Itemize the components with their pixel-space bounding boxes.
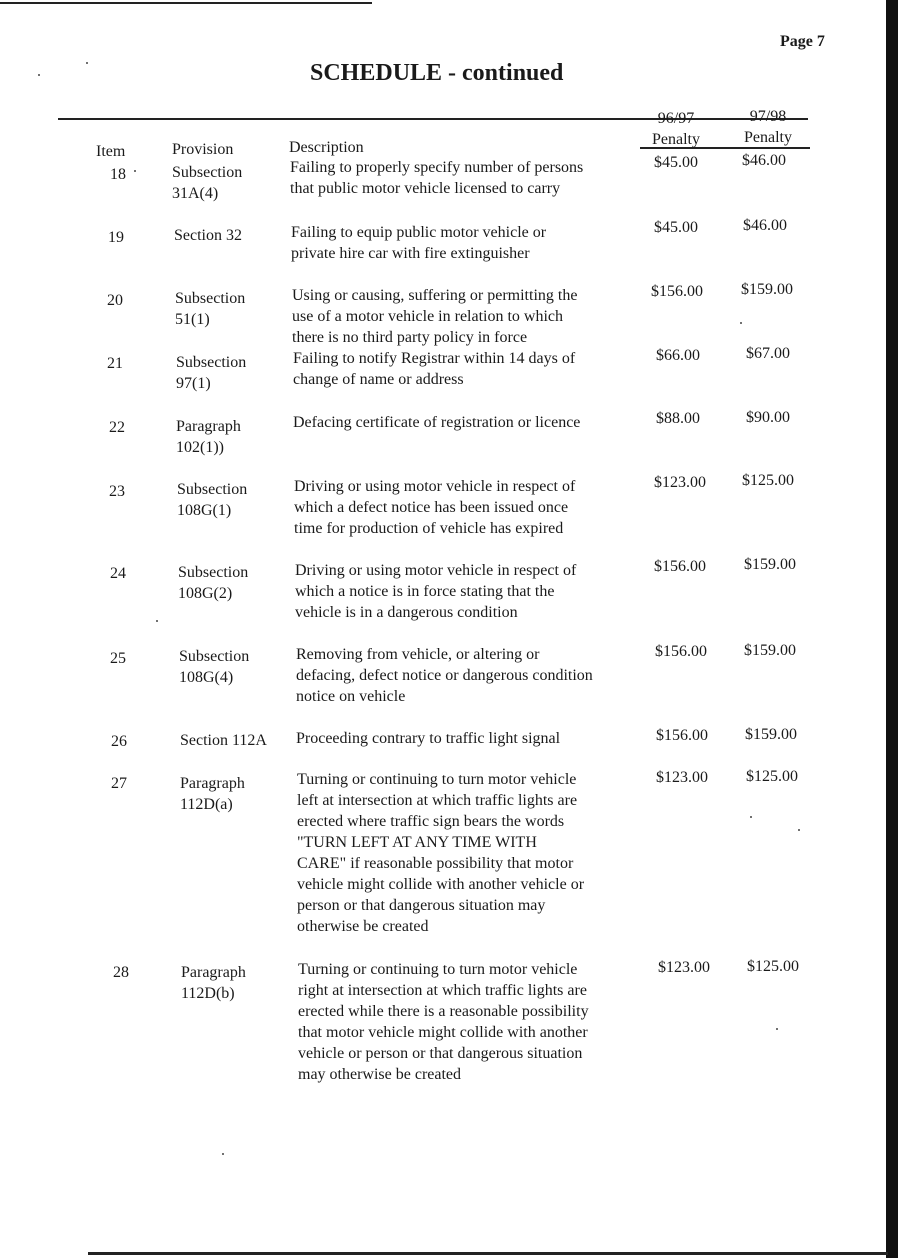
scan-edge-top	[0, 2, 372, 4]
scan-speck	[750, 816, 752, 818]
provision-cell: Subsection 51(1)	[175, 290, 246, 328]
scan-speck	[740, 322, 742, 324]
column-header-description: Description	[289, 139, 364, 156]
penalty-9798-cell: $159.00	[744, 556, 796, 573]
penalty-9697-cell: $156.00	[656, 727, 708, 744]
description-cell: Defacing certificate of registration or licence	[293, 414, 581, 431]
penalty-9798-cell: $125.00	[746, 768, 798, 785]
penalty-9697-cell: $156.00	[654, 558, 706, 575]
scan-speck	[38, 74, 40, 76]
description-cell: Using or causing, suffering or permitting the use of a motor vehicle in relation to which there is no third party policy in force	[292, 287, 578, 346]
description-cell: Driving or using motor vehicle in respect of which a defect notice has been issued once time for production of vehicle has expired	[294, 478, 576, 537]
penalty-9798-cell: $125.00	[742, 472, 794, 489]
penalty-9697-cell: $156.00	[655, 643, 707, 660]
provision-cell: Section 32	[174, 227, 242, 244]
item-number: 27	[111, 775, 127, 792]
penalty-9798-cell: $90.00	[746, 409, 790, 426]
item-number: 20	[107, 292, 123, 309]
scan-speck	[776, 1028, 778, 1030]
description-cell: Proceeding contrary to traffic light signal	[296, 730, 561, 747]
scan-edge-right	[886, 0, 898, 1258]
item-number: 28	[113, 964, 129, 981]
item-number: 18	[110, 166, 126, 183]
page-number: Page 7	[780, 33, 825, 50]
penalty-9798-cell: $159.00	[745, 726, 797, 743]
penalty-9798-cell: $159.00	[744, 642, 796, 659]
penalty-9697-cell: $123.00	[656, 769, 708, 786]
item-number: 19	[108, 229, 124, 246]
description-cell: Turning or continuing to turn motor vehicle left at intersection at which traffic lights are erected where traffic sign bears the words "TURN LEFT AT ANY TIME WITH CARE" if reasonable possibility that motor vehicle might collide with another vehicle or person or that dangerous situation may otherwise be created	[297, 771, 585, 935]
column-header-provision: Provision	[172, 141, 234, 158]
provision-cell: Section 112A	[180, 732, 267, 749]
description-cell: Driving or using motor vehicle in respect of which a notice is in force stating that the vehicle is in a dangerous condition	[295, 562, 577, 621]
provision-cell: Subsection 97(1)	[176, 354, 247, 392]
penalty-9798-cell: $159.00	[741, 281, 793, 298]
item-number: 22	[109, 419, 125, 436]
penalty-9697-cell: $156.00	[651, 283, 703, 300]
item-number: 26	[111, 733, 127, 750]
item-number: 23	[109, 483, 125, 500]
penalty-9697-cell: $88.00	[656, 410, 700, 427]
penalty-9697-cell: $45.00	[654, 154, 698, 171]
penalty-9697-cell: $123.00	[654, 474, 706, 491]
description-cell: Failing to properly specify number of persons that public motor vehicle licensed to carry	[290, 159, 584, 197]
description-cell: Turning or continuing to turn motor vehicle right at intersection at which traffic lights are erected while there is a reasonable possibility that motor vehicle might collide with another vehicle or person or that dangerous situation may otherwise be created	[298, 961, 589, 1083]
scan-speck	[222, 1153, 224, 1155]
penalty-9798-cell: $125.00	[747, 958, 799, 975]
scan-speck	[156, 620, 158, 622]
column-header-penalty-9697: 96/97 Penalty	[652, 110, 700, 148]
penalty-9697-cell: $123.00	[658, 959, 710, 976]
provision-cell: Paragraph 112D(a)	[180, 775, 245, 813]
penalty-9697-cell: $66.00	[656, 347, 700, 364]
provision-cell: Paragraph 102(1))	[176, 418, 241, 456]
scan-edge-bottom	[88, 1252, 888, 1255]
column-header-item: Item	[96, 143, 126, 160]
provision-cell: Subsection 108G(1)	[177, 481, 248, 519]
penalty-9798-cell: $46.00	[743, 217, 787, 234]
scan-speck	[798, 829, 800, 831]
penalty-9798-cell: $46.00	[742, 152, 786, 169]
provision-cell: Subsection 108G(2)	[178, 564, 249, 602]
description-cell: Removing from vehicle, or altering or defacing, defect notice or dangerous condition notice on vehicle	[296, 646, 593, 705]
provision-cell: Subsection 108G(4)	[179, 648, 250, 686]
penalty-9697-cell: $45.00	[654, 219, 698, 236]
page-title: SCHEDULE - continued	[310, 60, 564, 86]
column-header-penalty-9798: 97/98 Penalty	[744, 108, 792, 146]
provision-cell: Paragraph 112D(b)	[181, 964, 246, 1002]
scan-speck	[134, 170, 136, 172]
description-cell: Failing to notify Registrar within 14 days of change of name or address	[293, 350, 576, 388]
description-cell: Failing to equip public motor vehicle or private hire car with fire extinguisher	[291, 224, 547, 262]
item-number: 21	[107, 355, 123, 372]
penalty-9798-cell: $67.00	[746, 345, 790, 362]
provision-cell: Subsection 31A(4)	[172, 164, 243, 202]
item-number: 25	[110, 650, 126, 667]
item-number: 24	[110, 565, 126, 582]
scan-speck	[86, 62, 88, 64]
